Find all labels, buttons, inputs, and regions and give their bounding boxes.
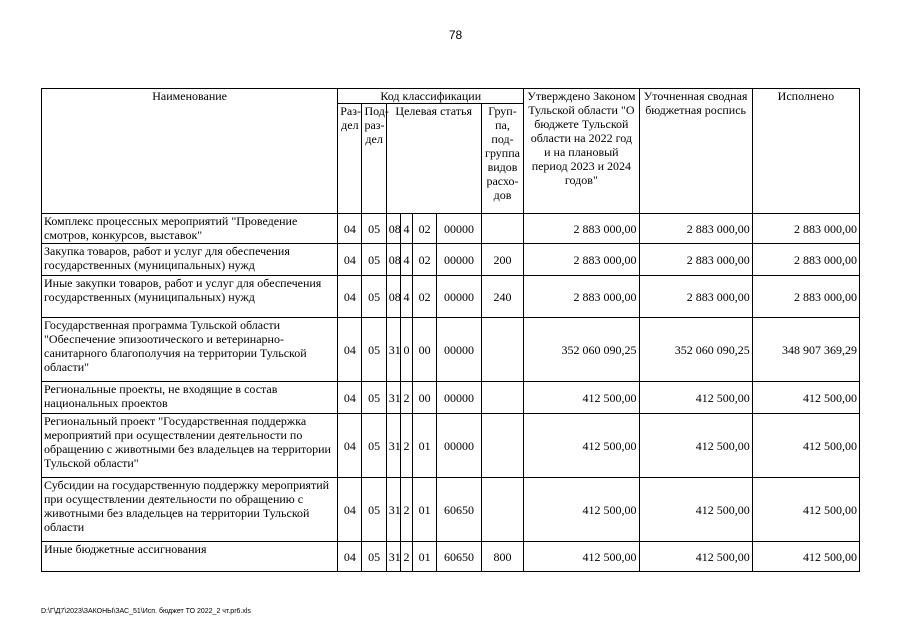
row-target-2: 4 bbox=[400, 276, 412, 318]
row-expense-group bbox=[481, 318, 524, 382]
row-podrazdel: 05 bbox=[362, 214, 386, 244]
row-target-4: 00000 bbox=[437, 318, 481, 382]
budget-table bbox=[41, 88, 860, 572]
row-name: Государственная программа Тульской области "Обеспечение эпизоотического и ветеринарно-санитарного благополучия на территории Тульской области" bbox=[42, 318, 338, 382]
header-refined: Уточненная сводная бюджетная роспись bbox=[639, 89, 752, 214]
row-target-4: 00000 bbox=[437, 382, 481, 414]
table-row bbox=[42, 478, 860, 542]
row-refined: 412 500,00 bbox=[639, 478, 752, 542]
row-target-4: 60650 bbox=[437, 542, 481, 572]
row-refined: 412 500,00 bbox=[639, 542, 752, 572]
header-podrazdel: Под-раз-дел bbox=[362, 104, 386, 214]
row-target-2: 2 bbox=[400, 542, 412, 572]
header-razdel: Раз-дел bbox=[338, 104, 362, 214]
row-target-3: 00 bbox=[413, 318, 437, 382]
row-target-3: 02 bbox=[413, 244, 437, 276]
row-target-1: 31 bbox=[386, 414, 400, 478]
row-podrazdel: 05 bbox=[362, 478, 386, 542]
row-approved: 2 883 000,00 bbox=[524, 244, 639, 276]
row-target-1: 08 bbox=[386, 244, 400, 276]
row-target-2: 2 bbox=[400, 414, 412, 478]
row-executed: 412 500,00 bbox=[752, 414, 859, 478]
row-razdel: 04 bbox=[338, 318, 362, 382]
row-target-1: 31 bbox=[386, 382, 400, 414]
row-executed: 412 500,00 bbox=[752, 542, 859, 572]
row-expense-group bbox=[481, 382, 524, 414]
row-refined: 412 500,00 bbox=[639, 414, 752, 478]
row-target-2: 0 bbox=[400, 318, 412, 382]
row-name: Региональный проект "Государственная поддержка мероприятий при осуществлении деятельности по обращению с животными без владельцев на территории Тульской области" bbox=[42, 414, 338, 478]
row-target-3: 02 bbox=[413, 276, 437, 318]
header-executed: Исполнено bbox=[752, 89, 859, 214]
row-target-3: 01 bbox=[413, 542, 437, 572]
row-podrazdel: 05 bbox=[362, 542, 386, 572]
header-name: Наименование bbox=[42, 89, 338, 214]
row-podrazdel: 05 bbox=[362, 244, 386, 276]
row-expense-group: 800 bbox=[481, 542, 524, 572]
row-razdel: 04 bbox=[338, 214, 362, 244]
table-row bbox=[42, 244, 860, 276]
row-target-4: 00000 bbox=[437, 244, 481, 276]
row-refined: 352 060 090,25 bbox=[639, 318, 752, 382]
row-approved: 412 500,00 bbox=[524, 414, 639, 478]
row-target-2: 4 bbox=[400, 214, 412, 244]
row-name: Региональные проекты, не входящие в состав национальных проектов bbox=[42, 382, 338, 414]
row-target-4: 00000 bbox=[437, 276, 481, 318]
row-name: Иные бюджетные ассигнования bbox=[42, 542, 338, 572]
row-target-2: 2 bbox=[400, 478, 412, 542]
header-target: Целевая статья bbox=[386, 104, 481, 214]
row-approved: 412 500,00 bbox=[524, 542, 639, 572]
row-executed: 2 883 000,00 bbox=[752, 276, 859, 318]
row-refined: 2 883 000,00 bbox=[639, 244, 752, 276]
row-target-1: 08 bbox=[386, 214, 400, 244]
row-name: Закупка товаров, работ и услуг для обеспечения государственных (муниципальных) нужд bbox=[42, 244, 338, 276]
row-podrazdel: 05 bbox=[362, 382, 386, 414]
row-target-4: 00000 bbox=[437, 414, 481, 478]
row-target-2: 4 bbox=[400, 244, 412, 276]
row-executed: 348 907 369,29 bbox=[752, 318, 859, 382]
row-name: Субсидии на государственную поддержку мероприятий при осуществлении деятельности по обращению с животными без владельцев на территории Тульской области bbox=[42, 478, 338, 542]
row-razdel: 04 bbox=[338, 244, 362, 276]
table-row bbox=[42, 414, 860, 478]
row-podrazdel: 05 bbox=[362, 414, 386, 478]
row-razdel: 04 bbox=[338, 382, 362, 414]
row-executed: 412 500,00 bbox=[752, 478, 859, 542]
row-target-2: 2 bbox=[400, 382, 412, 414]
header-approved: Утверждено Законом Тульской области "О бюджете Тульской области на 2022 год и на плановый период 2023 и 2024 годов" bbox=[524, 89, 639, 214]
row-expense-group: 200 bbox=[481, 244, 524, 276]
header-code: Код классификации bbox=[338, 89, 524, 104]
file-path: D:\Г\Д7\2023\ЗАКОНЫ\ЗАС_51\Исп. бюджет ТО 2022_2 чт.pr6.xls bbox=[41, 608, 251, 615]
row-executed: 412 500,00 bbox=[752, 382, 859, 414]
table-row bbox=[42, 542, 860, 572]
row-target-1: 31 bbox=[386, 542, 400, 572]
row-target-1: 31 bbox=[386, 318, 400, 382]
row-razdel: 04 bbox=[338, 276, 362, 318]
row-target-3: 01 bbox=[413, 414, 437, 478]
row-target-4: 00000 bbox=[437, 214, 481, 244]
table-row bbox=[42, 214, 860, 244]
row-podrazdel: 05 bbox=[362, 276, 386, 318]
row-executed: 2 883 000,00 bbox=[752, 244, 859, 276]
row-target-3: 01 bbox=[413, 478, 437, 542]
row-refined: 2 883 000,00 bbox=[639, 214, 752, 244]
row-approved: 412 500,00 bbox=[524, 382, 639, 414]
row-name: Комплекс процессных мероприятий "Проведение смотров, конкурсов, выставок" bbox=[42, 214, 338, 244]
row-approved: 412 500,00 bbox=[524, 478, 639, 542]
row-razdel: 04 bbox=[338, 542, 362, 572]
table-row bbox=[42, 382, 860, 414]
table-row bbox=[42, 318, 860, 382]
page-number: 78 bbox=[448, 28, 463, 42]
row-podrazdel: 05 bbox=[362, 318, 386, 382]
row-approved: 2 883 000,00 bbox=[524, 214, 639, 244]
row-expense-group bbox=[481, 478, 524, 542]
row-refined: 2 883 000,00 bbox=[639, 276, 752, 318]
row-target-4: 60650 bbox=[437, 478, 481, 542]
row-target-3: 00 bbox=[413, 382, 437, 414]
row-razdel: 04 bbox=[338, 478, 362, 542]
table-row bbox=[42, 276, 860, 318]
row-expense-group bbox=[481, 214, 524, 244]
row-refined: 412 500,00 bbox=[639, 382, 752, 414]
row-razdel: 04 bbox=[338, 414, 362, 478]
header-group: Груп-па, под-группа видов расхо-дов bbox=[481, 104, 524, 214]
row-approved: 2 883 000,00 bbox=[524, 276, 639, 318]
row-target-1: 31 bbox=[386, 478, 400, 542]
row-target-3: 02 bbox=[413, 214, 437, 244]
row-name: Иные закупки товаров, работ и услуг для обеспечения государственных (муниципальных) нужд bbox=[42, 276, 338, 318]
row-target-1: 08 bbox=[386, 276, 400, 318]
row-executed: 2 883 000,00 bbox=[752, 214, 859, 244]
row-expense-group: 240 bbox=[481, 276, 524, 318]
row-expense-group bbox=[481, 414, 524, 478]
row-approved: 352 060 090,25 bbox=[524, 318, 639, 382]
